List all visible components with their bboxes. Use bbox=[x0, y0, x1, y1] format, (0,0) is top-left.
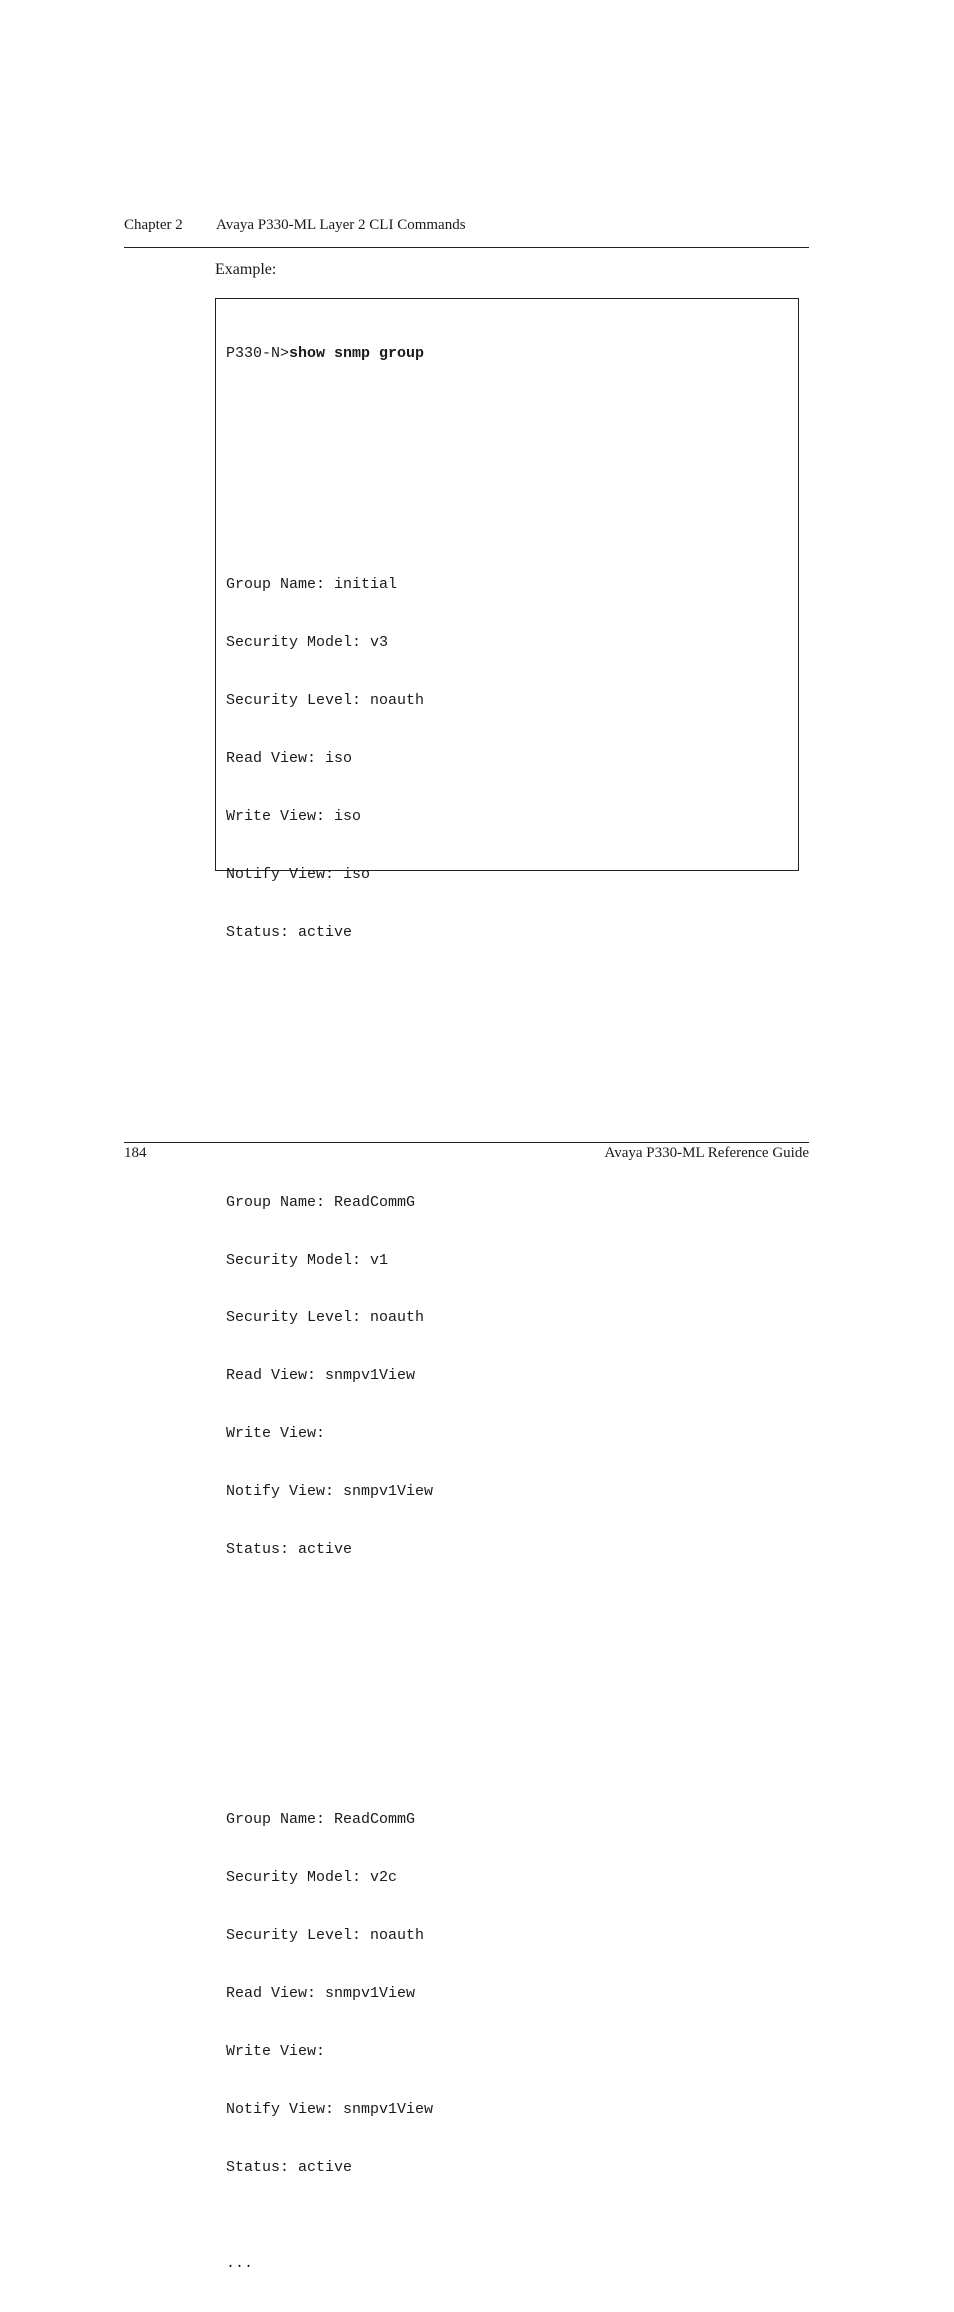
output-line: Security Model: v3 bbox=[226, 634, 389, 652]
output-line: Read View: iso bbox=[226, 749, 353, 767]
output-line: Notify View: iso bbox=[226, 865, 371, 883]
cli-prompt: P330-N> bbox=[226, 344, 290, 362]
output-line: Read View: snmpv1View bbox=[226, 1984, 416, 2002]
output-line: Write View: iso bbox=[226, 807, 362, 825]
blank-line bbox=[226, 401, 433, 420]
output-line: Security Model: v2c bbox=[226, 1869, 398, 1887]
output-line: Status: active bbox=[226, 1541, 353, 1558]
output-line: Read View: snmpv1View bbox=[226, 1367, 416, 1385]
page-number: 184 bbox=[124, 1145, 147, 1161]
page-footer bbox=[124, 1142, 809, 1161]
output-line: Group Name: initial bbox=[226, 576, 398, 594]
output-line: Security Level: noauth bbox=[226, 691, 425, 709]
blank-line bbox=[226, 1636, 433, 1655]
blank-line bbox=[226, 1077, 433, 1096]
output-ellipsis: ... bbox=[226, 2254, 254, 2272]
output-line: Group Name: ReadCommG bbox=[226, 1193, 416, 1211]
page-header bbox=[124, 215, 809, 248]
blank-line bbox=[226, 1694, 433, 1713]
snmp-group-3 bbox=[226, 1772, 433, 2216]
chapter-label: Chapter 2 bbox=[124, 217, 183, 233]
snmp-group-2 bbox=[226, 1154, 433, 1598]
output-line: Status: active bbox=[226, 923, 353, 941]
output-line: Notify View: snmpv1View bbox=[226, 2100, 434, 2118]
example-label: Example: bbox=[215, 261, 277, 278]
output-line: Security Level: noauth bbox=[226, 1926, 425, 1944]
output-line: Group Name: ReadCommG bbox=[226, 1811, 416, 1829]
blank-line bbox=[226, 1019, 433, 1038]
snmp-group-1 bbox=[226, 537, 433, 981]
cli-output bbox=[226, 305, 433, 2312]
output-line: Notify View: snmpv1View bbox=[226, 1483, 434, 1501]
output-line: Write View: bbox=[226, 2042, 326, 2060]
cli-command: show snmp group bbox=[289, 344, 425, 362]
output-line: Security Level: noauth bbox=[226, 1309, 425, 1327]
output-line: Status: active bbox=[226, 2158, 353, 2176]
output-line: Security Model: v1 bbox=[226, 1251, 389, 1269]
output-line: Write View: bbox=[226, 1425, 326, 1443]
chapter-title: Avaya P330-ML Layer 2 CLI Commands bbox=[216, 217, 466, 233]
guide-title: Avaya P330-ML Reference Guide bbox=[604, 1145, 809, 1161]
blank-line bbox=[226, 459, 433, 478]
command-line bbox=[226, 344, 433, 363]
